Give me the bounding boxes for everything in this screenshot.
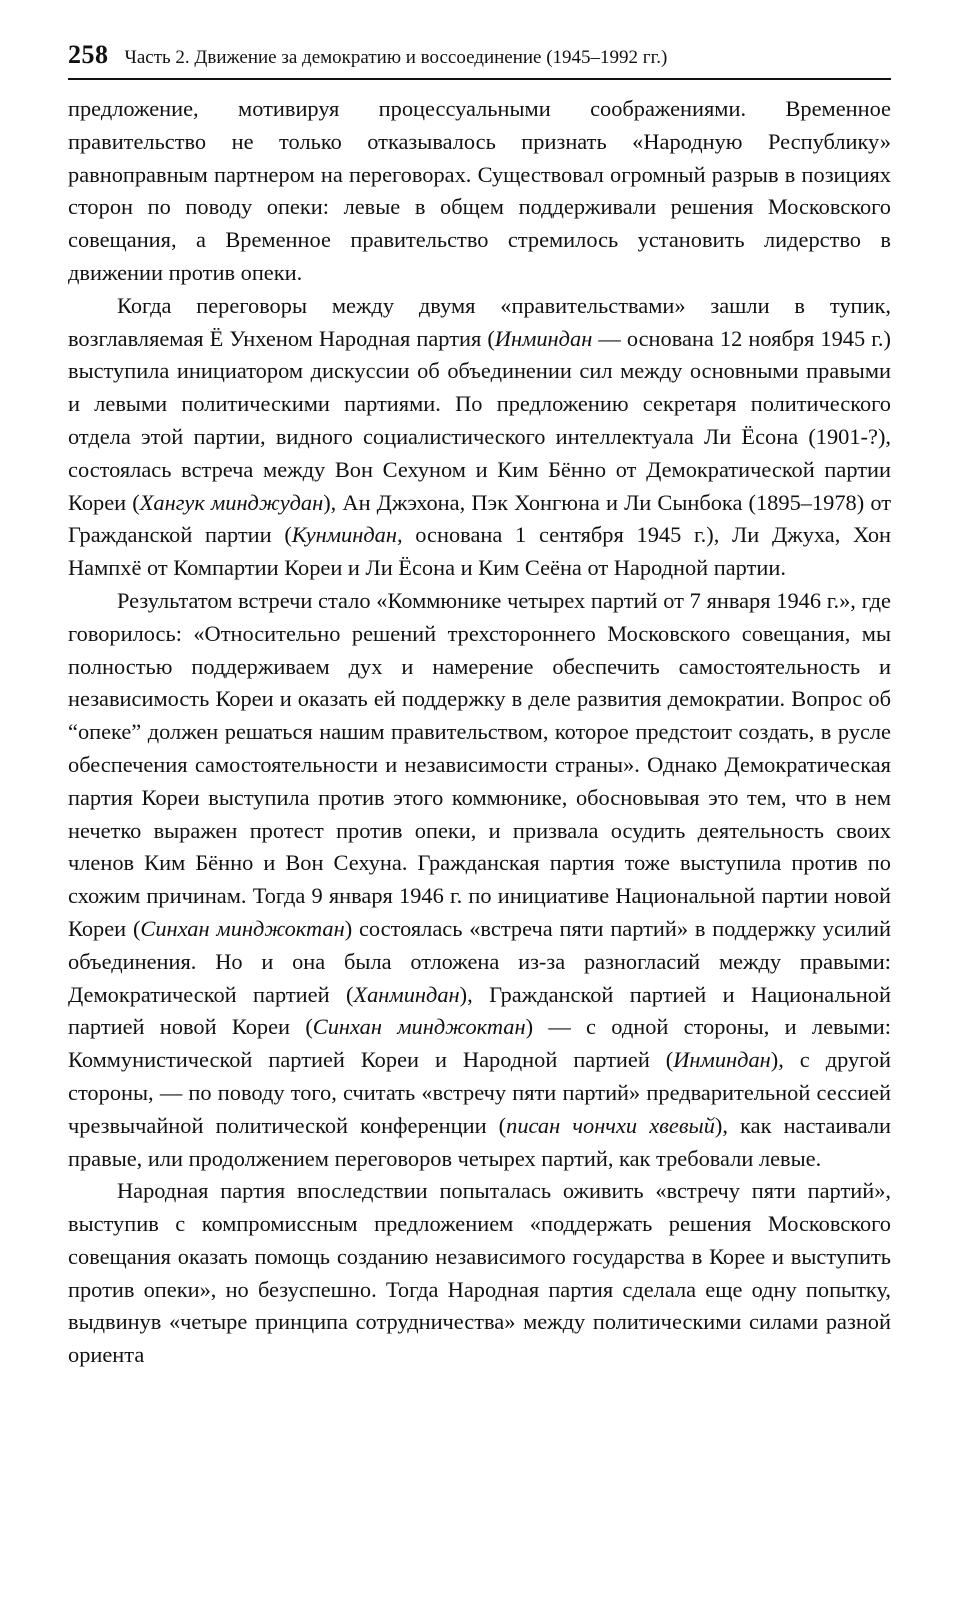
paragraph-3 bbox=[68, 585, 891, 1175]
text-run: ), как настаивали правые, или продолжением переговоров четырех партий, как требовали левые. bbox=[68, 1112, 891, 1171]
running-header-title: Часть 2. Движение за демократию и воссоединение (1945–1992 гг.) bbox=[124, 47, 668, 68]
text-run: ), Ан Джэхона, Пэк Хонгюна и Ли Сынбока (1895–1978) от Гражданской партии ( bbox=[68, 489, 892, 548]
text-run: ), с другой стороны, — по поводу того, считать «встречу пяти партий» предварительной сессией чрезвычайной политической конференции ( bbox=[68, 1047, 892, 1138]
body-text bbox=[68, 93, 891, 1372]
text-run: — основана 12 ноября 1945 г.) выступила инициатором дискуссии об объединении сил между основными правыми и левыми политическими партиями. По предложению секретаря политического отдела этой партии, видного социалистического интеллектуала Ли Ёсона (1901-?), состоялась встреча между Вон Сехуном и Ким Бённо от Демократической партии Кореи ( bbox=[68, 325, 891, 515]
text-run: основана 1 сентября 1945 г.), Ли Джуха, Хон Нампхё от Компартии Кореи и Ли Ёсона и Ким Сеёна от Народной партии. bbox=[68, 522, 891, 581]
text-run: Результатом встречи стало «Коммюнике четырех партий от 7 января 1946 г.», где говорилось: «Относительно решений трехстороннего Московского совещания, мы полностью поддерживаем дух и намерение обеспечить самостоятельность и независимость Кореи и оказать ей поддержку в деле развития демократии. Вопрос об “опеке” должен решаться нашим правительством, которое предстоит создать, в русле обеспечения самостоятельности и независимости страны». Однако Демократическая партия Кореи выступила против этого коммюнике, обосновывая это тем, что в нем нечетко выражен протест против опеки, и призвала осудить деятельность своих членов Ким Бённо и Вон Сехуна. Гражданская партия тоже выступила против по схожим причинам. Тогда 9 января 1946 г. по инициативе Национальной партии новой Кореи ( bbox=[68, 587, 891, 941]
text-run: Народная партия впоследствии попыталась оживить «встречу пяти партий», выступив с компромиссным предложением «поддержать решения Московского совещания оказать помощь созданию независимого государства в Корее и выступить против опеки», но безуспешно. Тогда Народная партия сделала еще одну попытку, выдвинув «четыре принципа сотрудничества» между политическими силами разной ориента bbox=[68, 1178, 891, 1368]
text-run: ), Гражданской партией и Национальной партией новой Кореи ( bbox=[68, 981, 891, 1040]
italic-term: Кунминдан, bbox=[291, 522, 403, 548]
book-page bbox=[68, 40, 891, 1372]
italic-term: Инминдан bbox=[673, 1047, 771, 1073]
italic-term: Синхан минджоктан bbox=[312, 1014, 526, 1040]
paragraph-2 bbox=[68, 290, 891, 585]
italic-term: Хангук минджудан bbox=[139, 489, 324, 515]
paragraph-1 bbox=[68, 93, 891, 290]
italic-term: Ханминдан bbox=[353, 981, 460, 1007]
text-run: ) — с одной стороны, и левыми: Коммунистической партией Кореи и Народной партией ( bbox=[68, 1014, 891, 1073]
italic-term: Синхан минджоктан bbox=[140, 915, 345, 941]
text-run: ) состоялась «встреча пяти партий» в поддержку усилий объединения. Но и она была отложена из-за разногласий между правыми: Демократической партией ( bbox=[68, 915, 892, 1007]
italic-term: Инминдан bbox=[494, 325, 593, 351]
text-run: Когда переговоры между двумя «правительствами» зашли в тупик, возглавляемая Ё Унхеном Народная партия ( bbox=[68, 292, 891, 351]
running-header bbox=[68, 40, 891, 80]
page-number: 258 bbox=[68, 40, 109, 69]
paragraph-4 bbox=[68, 1175, 891, 1372]
text-run: предложение, мотивируя процессуальными соображениями. Временное правительство не только отказывалось признать «Народную Республику» равноправным партнером на переговорах. Существовал огромный разрыв в позициях сторон по поводу опеки: левые в общем поддерживали решения Московского совещания, а Временное правительство стремилось установить лидерство в движении против опеки. bbox=[68, 96, 891, 285]
italic-term: писан чончхи хвевый bbox=[506, 1112, 715, 1138]
